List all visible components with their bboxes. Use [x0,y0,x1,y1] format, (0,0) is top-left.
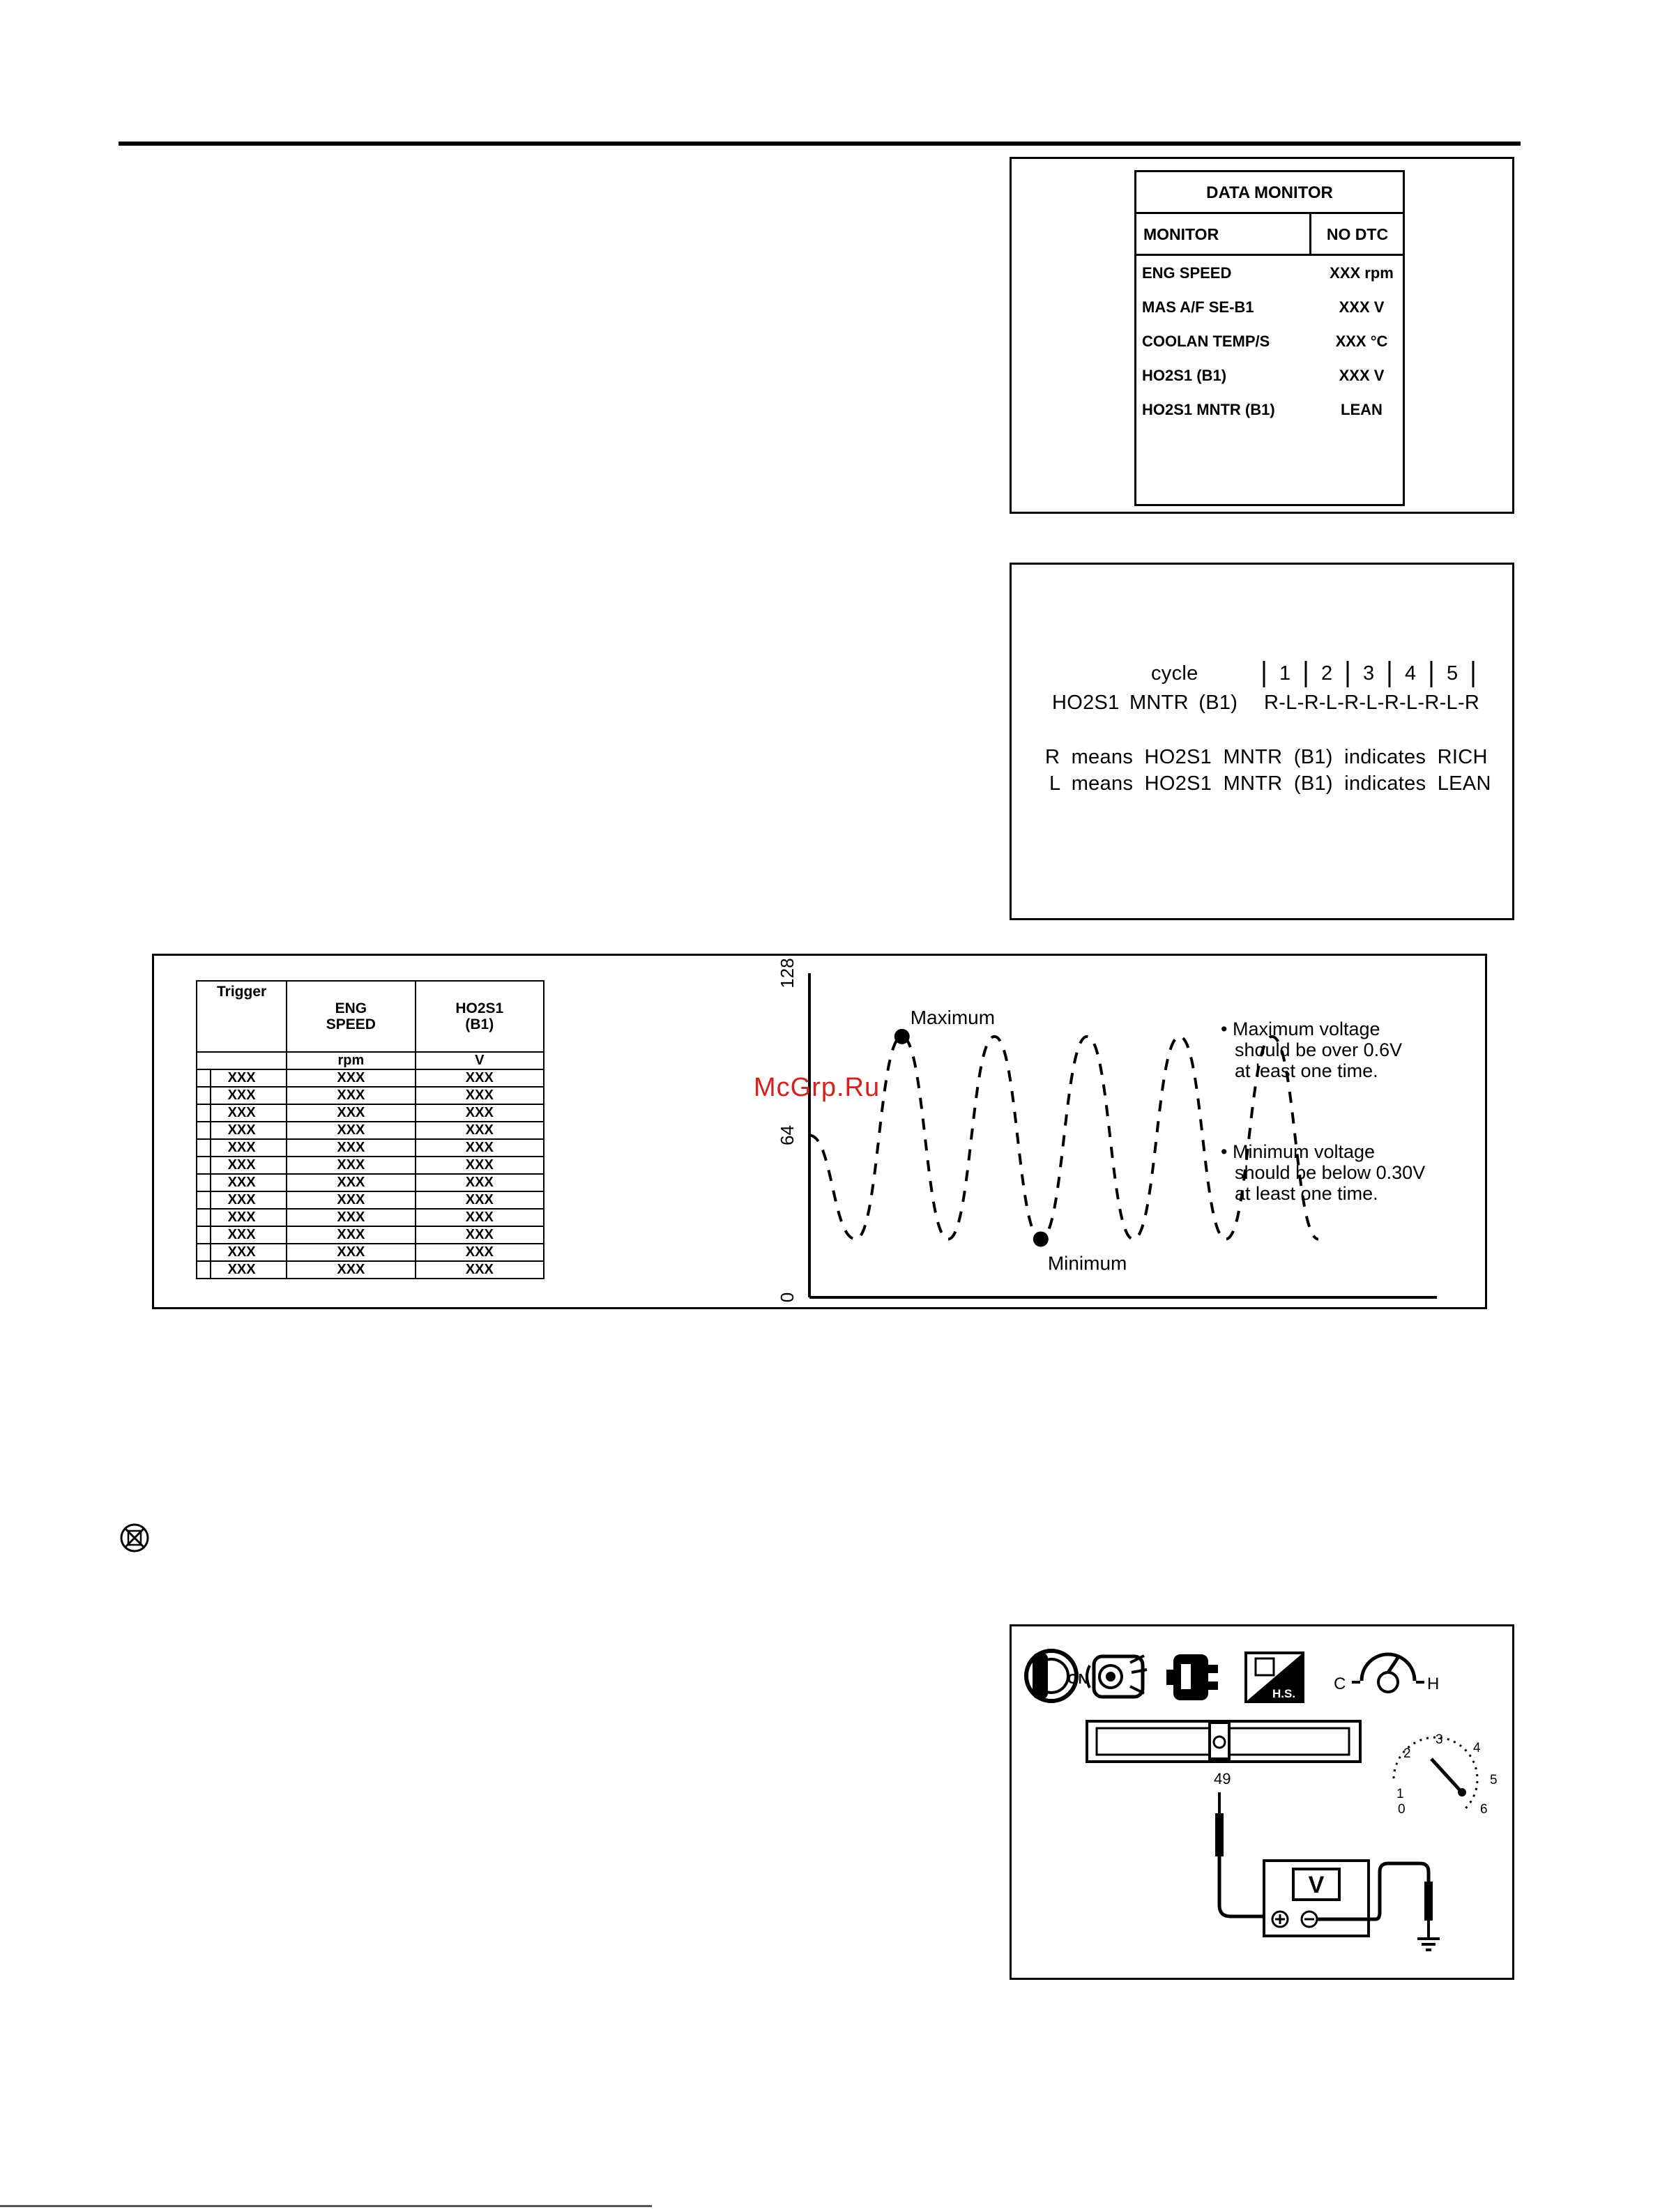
svg-text:ON: ON [1067,1672,1088,1687]
svg-text:H.S.: H.S. [1272,1687,1296,1700]
cycle-number-1: 1 [1279,662,1291,685]
table-row: XXX XXX XXX [197,1139,544,1157]
monitor-row-ho2s1: HO2S1 (B1) XXX V [1142,367,1385,384]
table-row: XXX XXX XXX [197,1157,544,1174]
ecm-connector [1087,1721,1360,1787]
note-max-voltage: • Maximum voltage should be over 0.6V at least one time. [1221,1019,1403,1081]
data-monitor-frame [1010,157,1514,514]
monitor-row-eng-speed: ENG SPEED XXX rpm [1142,264,1394,282]
voltage-check-frame [1010,1624,1514,1980]
cycle-number-4: 4 [1405,662,1417,685]
table-row: XXX XXX XXX [197,1087,544,1104]
monitor-row-ho2s1-mntr: HO2S1 MNTR (B1) LEAN [1142,401,1383,418]
watermark: McGrp.Ru [754,1073,881,1102]
positive-probe [1215,1792,1264,1916]
unit-rpm: rpm [287,1052,415,1069]
cycle-number-3: 3 [1363,662,1375,685]
ho2s1-waveform-chart [614,956,1486,1308]
data-monitor-title: DATA MONITOR [1136,172,1403,214]
table-row: XXX XXX XXX [197,1069,544,1087]
minimum-point [1033,1231,1049,1246]
svg-text:H: H [1427,1675,1440,1693]
y-tick-label: 64 [777,1125,798,1145]
svg-text:49: 49 [1214,1770,1231,1787]
svg-text:C: C [1334,1675,1346,1693]
cycle-number-2: 2 [1321,662,1333,685]
ignition-on-icon [1026,1651,1088,1701]
cycle-monitor-label: HO2S1 MNTR (B1) [1052,692,1238,714]
unit-volts: V [416,1052,544,1069]
table-row: XXX XXX XXX [197,1244,544,1261]
legend-rich: R means HO2S1 MNTR (B1) indicates RICH [1045,746,1488,768]
svg-text:2: 2 [1403,1746,1411,1761]
table-row: XXX XXX XXX [197,1209,544,1226]
voltmeter [1264,1861,1369,1936]
svg-text:6: 6 [1480,1802,1488,1817]
temperature-gauge-icon [1334,1654,1439,1693]
svg-text:4: 4 [1473,1741,1481,1755]
cycle-frame [1010,563,1514,920]
table-row: XXX XXX XXX [197,1261,544,1279]
table-row: XXX XXX XXX [197,1104,544,1122]
table-row: XXX XXX XXX [197,1122,544,1139]
freeze-frame-table [196,980,545,1279]
minimum-label: Minimum [1047,1252,1127,1274]
dtc-status-header: NO DTC [1326,225,1389,243]
note-min-voltage: • Minimum voltage should be below 0.30V at least one time. [1221,1141,1426,1204]
maximum-label: Maximum [910,1006,996,1028]
trigger-header: Trigger [197,981,287,1052]
eng-speed-header: ENG SPEED [287,981,415,1052]
waveform-frame [152,954,1487,1309]
table-row: XXX XXX XXX [197,1191,544,1209]
cycle-sequence: R-L-R-L-R-L-R-L-R-L-R [1264,692,1480,714]
data-monitor-screen [1134,170,1405,506]
cycle-number-5: 5 [1447,662,1459,685]
svg-text:V: V [1308,1872,1325,1898]
monitor-row-coolant: COOLAN TEMP/S XXX °C [1142,333,1388,350]
maximum-point [894,1029,910,1044]
y-tick-label: 128 [777,958,798,989]
monitor-row-maf: MAS A/F SE-B1 XXX V [1142,298,1385,316]
table-row: XXX XXX XXX [197,1174,544,1191]
svg-text:5: 5 [1490,1773,1498,1787]
footer-rule [0,2205,652,2207]
svg-text:1: 1 [1396,1787,1404,1801]
engine-running-icon [1087,1656,1147,1697]
monitor-column-header: MONITOR [1143,225,1219,243]
disconnect-icon [119,1522,151,1554]
data-monitor-header [1136,214,1403,256]
harness-connector-icon [1246,1653,1303,1702]
header-rule [119,142,1521,146]
tachometer-icon [1394,1732,1498,1817]
voltage-check-diagram [1012,1626,1512,1978]
legend-lean: L means HO2S1 MNTR (B1) indicates LEAN [1049,772,1491,795]
connector-icon [1166,1654,1218,1700]
ho2s1-header: HO2S1 (B1) [416,981,544,1052]
y-tick-label: 0 [777,1292,798,1303]
svg-text:3: 3 [1436,1732,1443,1747]
table-row: XXX XXX XXX [197,1226,544,1244]
cycle-label: cycle [1151,662,1198,685]
svg-text:0: 0 [1398,1802,1406,1817]
